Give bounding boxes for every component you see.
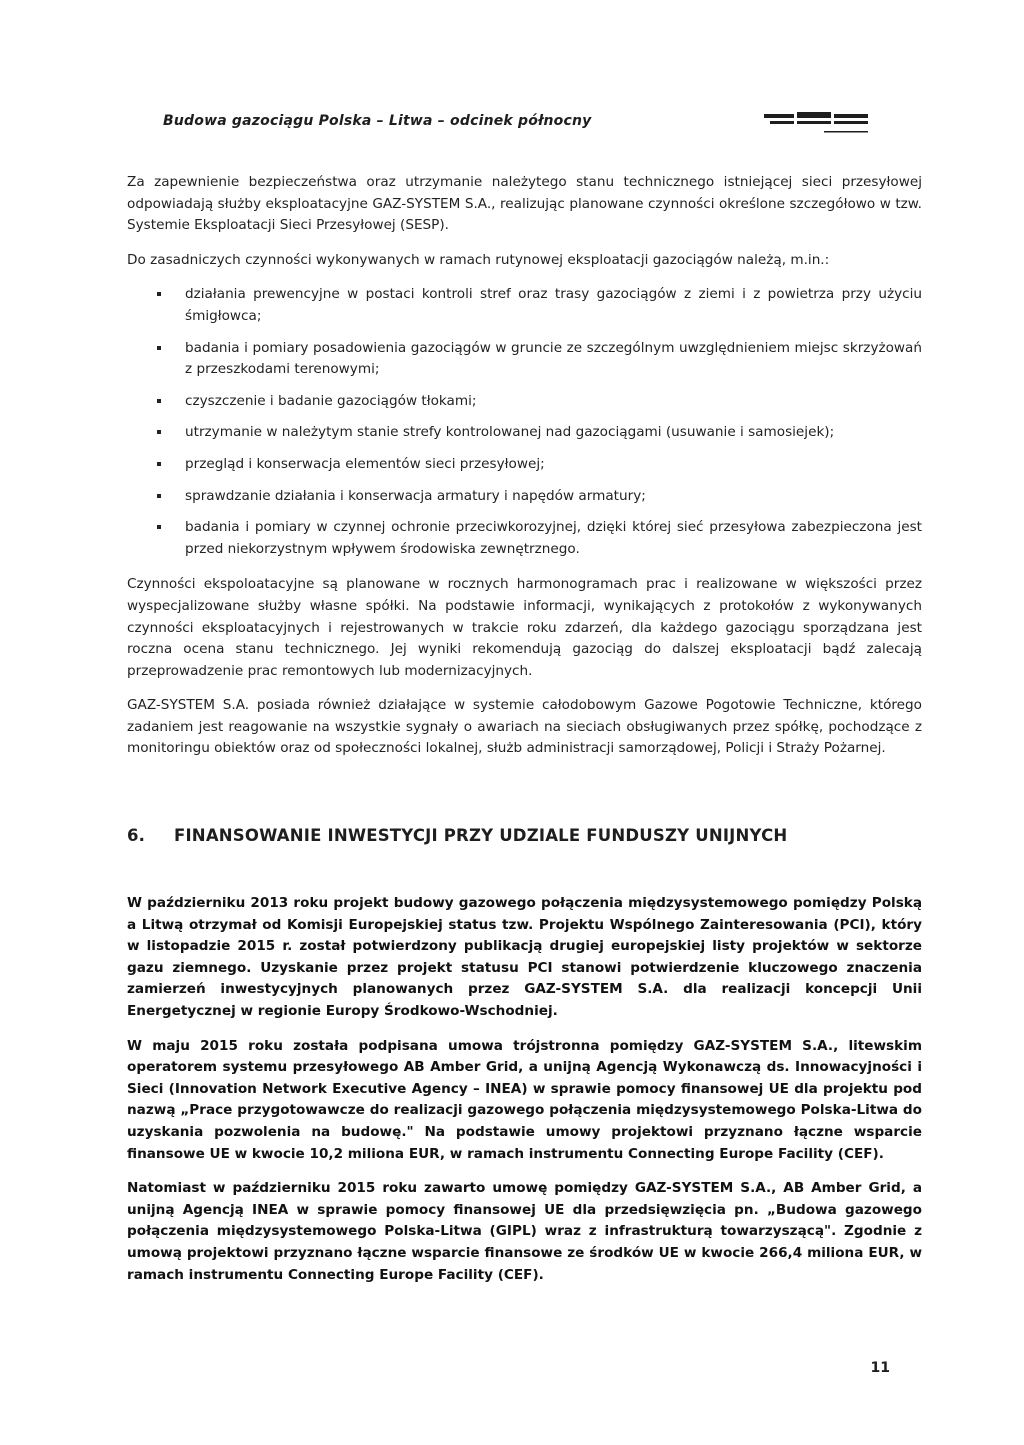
paragraph-pci-status: W październiku 2013 roku projekt budowy gazowego połączenia międzysystemowego pomiędzy Polską a Litwą otrzymał od Komisji Europejskiej status tzw. Projektu Wspólnego Zainteresowania (PCI), który w listopadzie 2015 r. został potwierdzony publikacją drugiej europejskiej listy projektów w sektorze gazu ziemnego. Uzyskanie przez projekt statusu PCI stanowi potwierdzenie kluczowego znaczenia zamierzeń inwestycyjnych planowanych przez GAZ-SYSTEM S.A. dla realizacji koncepcji Unii Energetycznej w regionie Europy Środkowo-Wschodniej. [127,895,922,1019]
paragraph-safety: Za zapewnienie bezpieczeństwa oraz utrzymanie należytego stanu technicznego istniejącej sieci przesyłowej odpowiadają służby eksploatacyjne GAZ-SYSTEM S.A., realizując planowane czynności określone szczegółowo w tzw. Systemie Eksploatacji Sieci Przesyłowej (SESP). [127,174,922,234]
list-item: działania prewencyjne w postaci kontroli stref oraz trasy gazociągów z ziemi i z powietrza przy użyciu śmigłowca; [127,284,922,327]
section-title: FINANSOWANIE INWESTYCJI PRZY UDZIALE FUNDUSZY UNIJNYCH [174,826,788,845]
funding-section [127,893,922,1299]
maintenance-section [127,172,922,760]
list-item: sprawdzanie działania i konserwacja armatury i napędów armatury; [127,486,922,508]
page-header [163,111,868,141]
company-logo-icon [764,111,868,135]
section-number: 6. [127,826,146,845]
paragraph-schedules: Czynności ekspoloatacyjne są planowane w rocznych harmonogramach prac i realizowane w większości przez wyspecjalizowane służby własne spółki. Na podstawie informacji, wynikających z protokołów z wykonywanych czynności eksploatacyjnych i rejestrowanych w trakcie roku zdarzeń, dla każdego gazociągu sporządzana jest roczna ocena stanu technicznego. Jej wyniki rekomendują gazociąg do dalszej eksploatacji bądź zalecają przeprowadzenie prac remontowych lub modernizacyjnych. [127,576,922,679]
paragraph-activities-intro: Do zasadniczych czynności wykonywanych w ramach rutynowej eksploatacji gazociągów należą, m.in.: [127,251,830,268]
activities-list [127,284,922,560]
list-item: badania i pomiary w czynnej ochronie przeciwkorozyjnej, dzięki której sieć przesyłowa zabezpieczona jest przed niekorzystnym wpływem środowiska zewnętrznego. [127,517,922,560]
list-item: badania i pomiary posadowienia gazociągów w gruncie ze szczególnym uwzględnieniem miejsc skrzyżowań z przeszkodami terenowymi; [127,338,922,381]
paragraph-october-agreement: Natomiast w październiku 2015 roku zawarto umowę pomiędzy GAZ-SYSTEM S.A., AB Amber Grid, a unijną Agencją INEA w sprawie pomocy finansowej UE dla przedsięwzięcia pn. „Budowa gazowego połączenia międzysystemowego Polska-Litwa (GIPL) wraz z infrastrukturą towarzyszącą". Zgodnie z umową projektowi przyznano łączne wsparcie finansowe ze środków UE w kwocie 266,4 miliona EUR, w ramach instrumentu Connecting Europe Facility (CEF). [127,1180,922,1283]
section-heading [127,826,922,845]
paragraph-may-agreement: W maju 2015 roku została podpisana umowa trójstronna pomiędzy GAZ-SYSTEM S.A., litewskim operatorem systemu przesyłowego AB Amber Grid, a unijną Agencją Wykonawczą ds. Innowacyjności i Sieci (Innovation Network Executive Agency – INEA) w sprawie pomocy finansowej UE dla projektu pod nazwą „Prace przygotowawcze do realizacji gazowego połączenia międzysystemowego Polska-Litwa do uzyskania pozwolenia na budowę." Na podstawie umowy projektowi przyznano łączne wsparcie finansowe UE w kwocie 10,2 miliona EUR, w ramach instrumentu Connecting Europe Facility (CEF). [127,1037,922,1162]
list-item: przegląd i konserwacja elementów sieci przesyłowej; [127,454,922,476]
paragraph-emergency-service: GAZ-SYSTEM S.A. posiada również działające w systemie całodobowym Gazowe Pogotowie Techniczne, którego zadaniem jest reagowanie na wszystkie sygnały o awariach na sieciach obsługiwanych przez spółkę, pochodzące z monitoringu obiektów oraz od społeczności lokalnej, służb administracji samorządowej, Policji i Straży Pożarnej. [127,697,922,757]
list-item: czyszczenie i badanie gazociągów tłokami; [127,391,922,413]
list-item: utrzymanie w należytym stanie strefy kontrolowanej nad gazociągami (usuwanie i samosiejek); [127,422,922,444]
page-number: 11 [870,1360,890,1376]
header-title: Budowa gazociągu Polska – Litwa – odcinek północny [163,113,592,129]
